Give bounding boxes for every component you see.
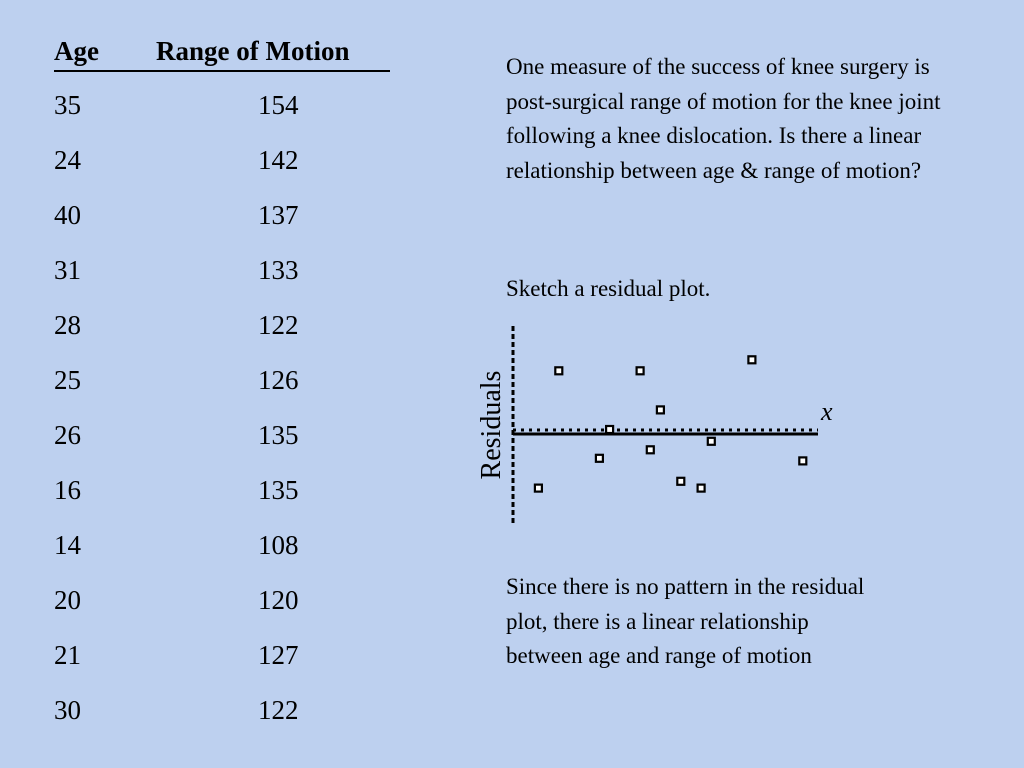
age-column-header: Age bbox=[54, 36, 99, 66]
residual-point bbox=[677, 478, 684, 485]
range-of-motion-cell: 135 bbox=[258, 475, 299, 505]
range-of-motion-cell: 127 bbox=[258, 640, 299, 670]
residual-points bbox=[535, 356, 806, 491]
question-text: One measure of the success of knee surgery is post-surgical range of motion for the knee joint following a knee dislocation. Is there a linear relationship between age & range of motion? bbox=[506, 54, 941, 183]
residual-point bbox=[647, 446, 654, 453]
age-cell: 30 bbox=[54, 695, 81, 725]
age-cell: 20 bbox=[54, 585, 81, 615]
age-cell: 16 bbox=[54, 475, 81, 505]
table-header bbox=[54, 34, 390, 72]
residual-point bbox=[748, 356, 755, 363]
range-of-motion-cell: 108 bbox=[258, 530, 299, 560]
residual-point bbox=[606, 426, 613, 433]
range-of-motion-cell: 133 bbox=[258, 255, 299, 285]
range-of-motion-cell: 126 bbox=[258, 365, 299, 395]
range-of-motion-cell: 122 bbox=[258, 310, 299, 340]
age-cell: 35 bbox=[54, 90, 81, 120]
age-cell: 28 bbox=[54, 310, 81, 340]
range-of-motion-cell: 154 bbox=[258, 90, 299, 120]
y-axis-label: Residuals bbox=[476, 370, 507, 480]
residual-point bbox=[708, 438, 715, 445]
range-of-motion-cell: 120 bbox=[258, 585, 299, 615]
conclusion-text: Since there is no pattern in the residual plot, there is a linear relationship between age and range of motion bbox=[506, 574, 865, 668]
residual-plot bbox=[470, 320, 850, 530]
age-cell: 14 bbox=[54, 530, 81, 560]
age-cell: 26 bbox=[54, 420, 81, 450]
residual-point bbox=[555, 367, 562, 374]
x-axis-label: x bbox=[821, 397, 833, 426]
instruction-text: Sketch a residual plot. bbox=[506, 276, 711, 301]
residual-point bbox=[596, 455, 603, 462]
age-cell: 31 bbox=[54, 255, 81, 285]
age-cell: 40 bbox=[54, 200, 81, 230]
age-cell: 25 bbox=[54, 365, 81, 395]
range-of-motion-cell: 122 bbox=[258, 695, 299, 725]
range-of-motion-cell: 135 bbox=[258, 420, 299, 450]
age-cell: 21 bbox=[54, 640, 81, 670]
range-of-motion-cell: 142 bbox=[258, 145, 299, 175]
residual-point bbox=[535, 485, 542, 492]
residual-point bbox=[657, 406, 664, 413]
age-cell: 24 bbox=[54, 145, 81, 175]
residual-point bbox=[799, 457, 806, 464]
range-of-motion-cell: 137 bbox=[258, 200, 299, 230]
residual-point bbox=[637, 367, 644, 374]
residual-point bbox=[698, 485, 705, 492]
range-of-motion-column-header: Range of Motion bbox=[156, 36, 350, 66]
